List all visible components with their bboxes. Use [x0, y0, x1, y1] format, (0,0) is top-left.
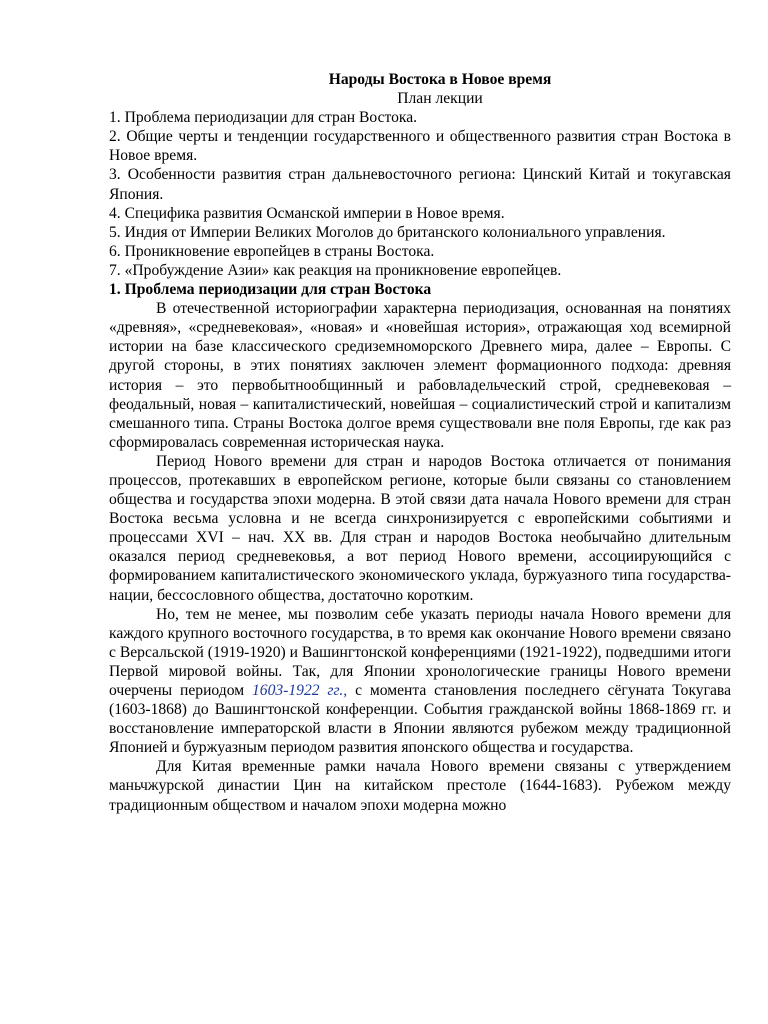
lecture-plan-list	[109, 108, 731, 280]
plan-item: 7. «Пробуждение Азии» как реакция на проникновение европейцев.	[109, 261, 562, 279]
highlighted-date-range: 1603-1922 гг.,	[251, 682, 348, 699]
paragraph-china: Для Китая временные рамки начала Нового времени связаны с утверждением маньчжурской династии Цин на китайском престоле (1644-1683). Рубежом между традиционным обществом и началом эпохи модерна можно	[109, 758, 731, 814]
plan-item: 1. Проблема периодизации для стран Востока.	[109, 109, 418, 127]
paragraph-historiography: В отечественной историографии характерна периодизация, основанная на понятиях «древняя», «средневековая», «новая» и «новейшая история», отражающая ход всемирной истории на базе классического средиземноморского Древнего мира, далее – Европы. С другой стороны, в этих понятиях заключен элемент формационного подхода: древняя история – это первобытнообщинный и рабовладельческий строй, средневековая – феодальный, новая – капиталистический, новейшая – социалистический строй и капитализм смешанного типа. Страны Востока долгое время существовали вне поля Европы, где как раз сформировалась современная историческая наука.	[109, 300, 731, 451]
paragraph-modern-period: Период Нового времени для стран и народов Востока отличается от понимания процессов, протекавших в европейском регионе, которые были связаны со становлением общества и государства эпохи модерна. В этой связи дата начала Нового времени для стран Востока весьма условна и не всегда синхронизируется с европейскими событиями и процессами XVI – нач. XX вв. Для стран и народов Востока необычайно длительным оказался период средневековья, а вот период Нового времени, ассоциирующийся с формированием капиталистического экономического уклада, буржуазного типа государства-нации, бессословного общества, достаточно коротким.	[109, 452, 731, 604]
document-title: Народы Востока в Новое время	[328, 71, 552, 88]
document-subtitle: План лекции	[397, 90, 483, 108]
document-content	[109, 70, 731, 815]
plan-item: 5. Индия от Империи Великих Моголов до британского колониального управления.	[109, 223, 666, 241]
section-heading: 1. Проблема периодизации для стран Востока	[109, 281, 432, 299]
plan-item: 3. Особенности развития стран дальневосточного региона: Цинский Китай и токугавская Япония.	[109, 166, 731, 203]
paragraph-japan-periods	[109, 605, 731, 758]
paragraph-text: с момента становления последнего сёгуната Токугава (1603-1868) до Вашингтонской конференции. События гражданской войны 1868-1869 гг. и восстановление императорской власти в Японии являются рубежом между традиционной Японией и буржуазным периодом развития японского общества и государства.	[109, 682, 731, 757]
paragraph-text: Но, тем не менее, мы позволим себе указать периоды начала Нового времени для каждого крупного восточного государства, в то время как окончание Нового времени связано с Версальской (1919-1920) и Вашингтонской конференциями (1921-1922), подведшими итоги Первой мировой войны. Так, для Японии хронологические границы Нового времени очерчены периодом	[109, 605, 731, 699]
plan-item: 4. Специфика развития Османской империи в Новое время.	[109, 204, 505, 222]
plan-item: 2. Общие черты и тенденции государственного и общественного развития стран Востока в Новое время.	[109, 128, 731, 165]
plan-item: 6. Проникновение европейцев в страны Востока.	[109, 242, 435, 260]
